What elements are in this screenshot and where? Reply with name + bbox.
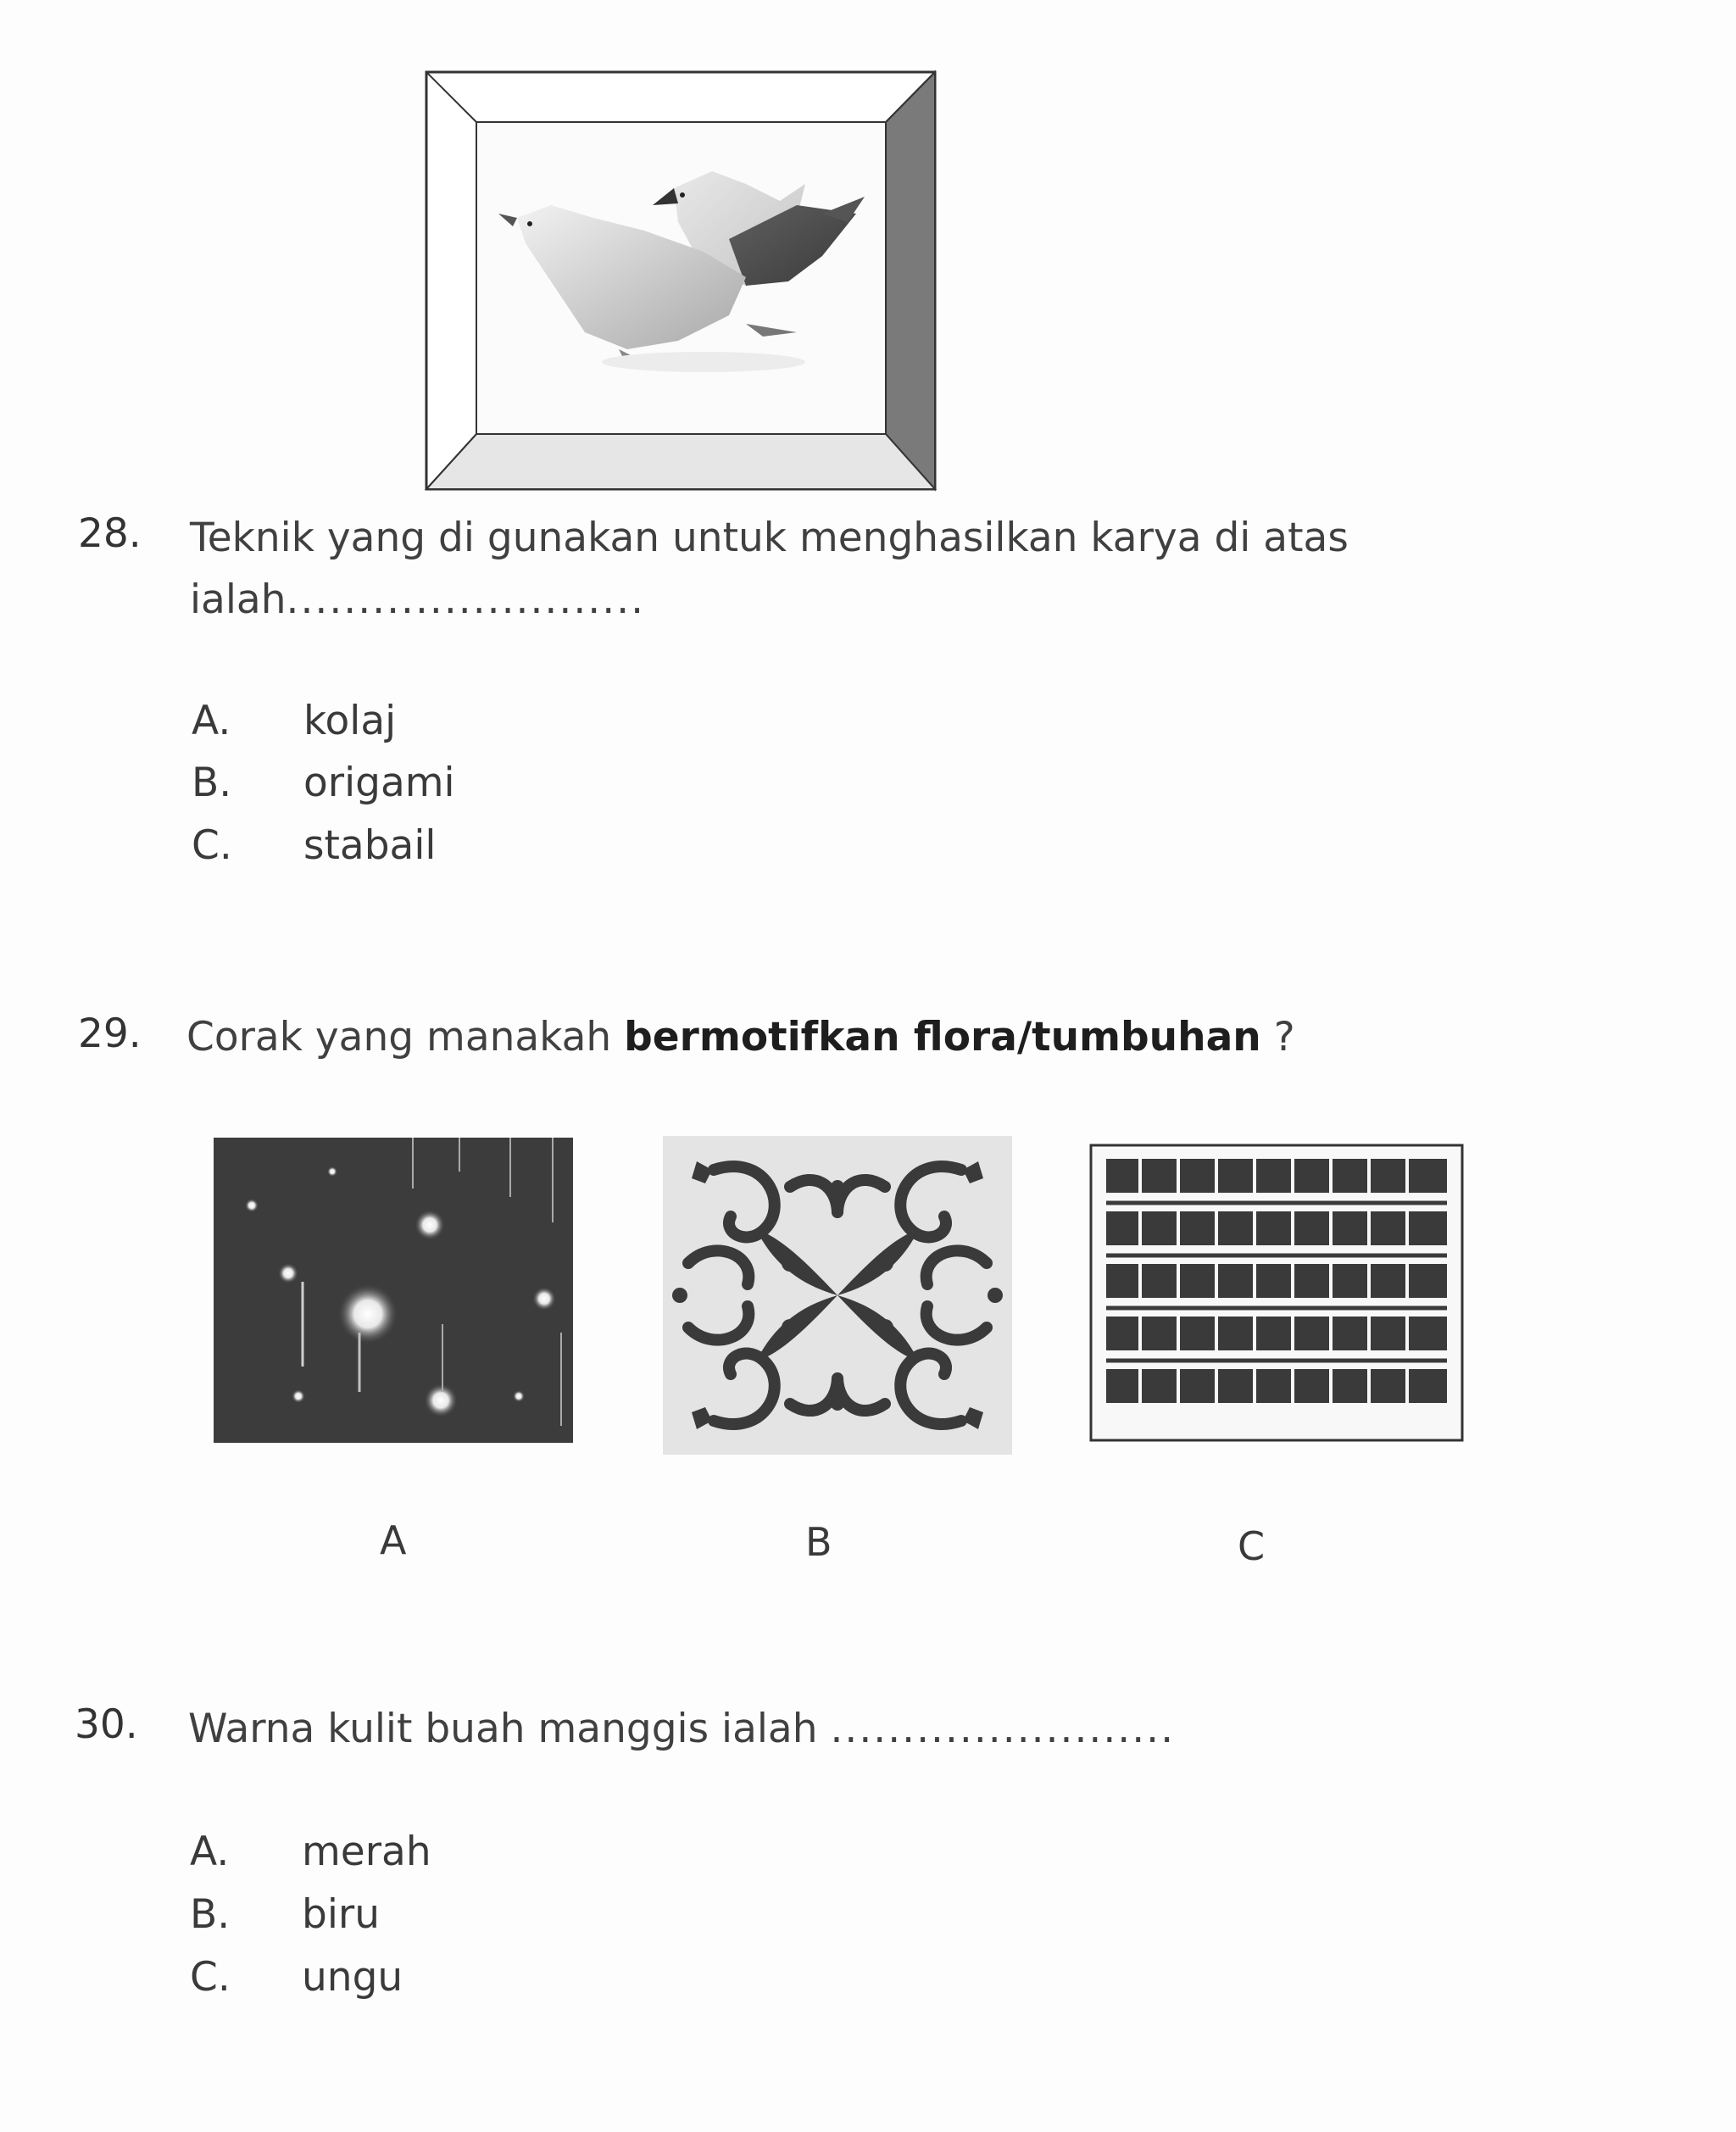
question-28-ialah: ialah (190, 576, 287, 623)
question-28-text-line1: Teknik yang di gunakan untuk menghasilkan karya di atas (190, 515, 1349, 561)
option-letter-b: B. (192, 760, 232, 806)
caption-b: B (805, 1519, 832, 1565)
option-text-b: biru (302, 1891, 381, 1938)
question-29-text (186, 1009, 1543, 1066)
option-letter-a: A. (190, 1829, 230, 1875)
question-28-text-line2 (190, 571, 645, 629)
option-letter-b: B. (190, 1891, 231, 1938)
option-text-a: kolaj (303, 698, 397, 744)
question-29-text-plain: Corak yang manakah (186, 1014, 625, 1060)
option-letter-c: C. (192, 822, 232, 869)
insect-pattern-svg (1089, 1144, 1464, 1442)
caption-c: C (1238, 1523, 1266, 1569)
origami-birds-picture (424, 70, 941, 493)
caption-a: A (380, 1517, 407, 1563)
option-text-c: ungu (302, 1954, 403, 2001)
option-text-b: origami (303, 760, 455, 806)
question-29-text-end: ? (1260, 1014, 1295, 1060)
answer-blank: ........................ (830, 1706, 1176, 1752)
pattern-a-starry-image (214, 1138, 573, 1443)
floral-pattern-svg (663, 1136, 1012, 1455)
answer-blank: ......................... (286, 576, 646, 623)
question-30-text-plain: Warna kulit buah manggis ialah (188, 1706, 831, 1752)
question-30-number: 30. (75, 1701, 138, 1748)
question-30-text (188, 1701, 1544, 1758)
starry-pattern-svg (214, 1138, 573, 1443)
option-letter-c: C. (190, 1954, 231, 2001)
option-text-a: merah (302, 1829, 431, 1875)
question-28-number: 28. (78, 510, 142, 557)
picture-frame-svg (424, 70, 941, 493)
option-letter-a: A. (192, 698, 231, 744)
pattern-b-floral-image (663, 1136, 1012, 1455)
pattern-c-insect-image (1089, 1144, 1464, 1442)
question-29-text-bold: bermotifkan flora/tumbuhan (624, 1014, 1261, 1060)
question-29-number: 29. (78, 1010, 142, 1057)
option-text-c: stabail (303, 822, 437, 869)
